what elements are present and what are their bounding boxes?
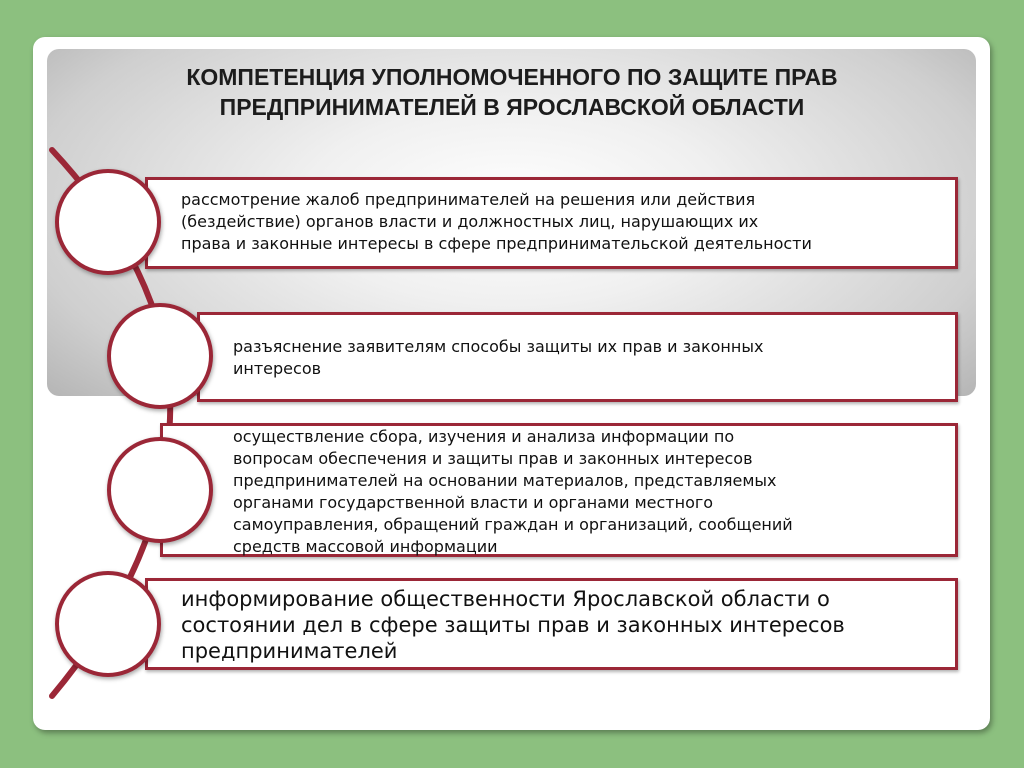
bullet-circle-2 (107, 303, 213, 409)
bullet-circle-3 (107, 437, 213, 543)
title-line-2: ПРЕДПРИНИМАТЕЛЕЙ В ЯРОСЛАВСКОЙ ОБЛАСТИ (219, 94, 805, 120)
competence-text-3: осуществление сбора, изучения и анализа информации по вопросам обеспечения и защиты прав и законных интересов предпринимателей на основании материалов, представляемых органами государственной власти и органами местного самоуправления, обращений граждан и организаций, сообщений средств массовой информации (233, 427, 793, 556)
bullet-circle-1 (55, 169, 161, 275)
competence-text-1: рассмотрение жалоб предпринимателей на решения или действия (бездействие) органов власти и должностных лиц, нарушающих их права и законные интересы в сфере предпринимательской деятельности (181, 190, 812, 253)
competence-text-2: разъяснение заявителям способы защиты их прав и законных интересов (233, 337, 764, 378)
title-line-1: КОМПЕТЕНЦИЯ УПОЛНОМОЧЕННОГО ПО ЗАЩИТЕ ПРАВ (186, 64, 838, 90)
bullet-circle-4 (55, 571, 161, 677)
competence-text-4: информирование общественности Ярославской области о состоянии дел в сфере защиты прав и законных интересов предпринимателей (181, 587, 845, 663)
